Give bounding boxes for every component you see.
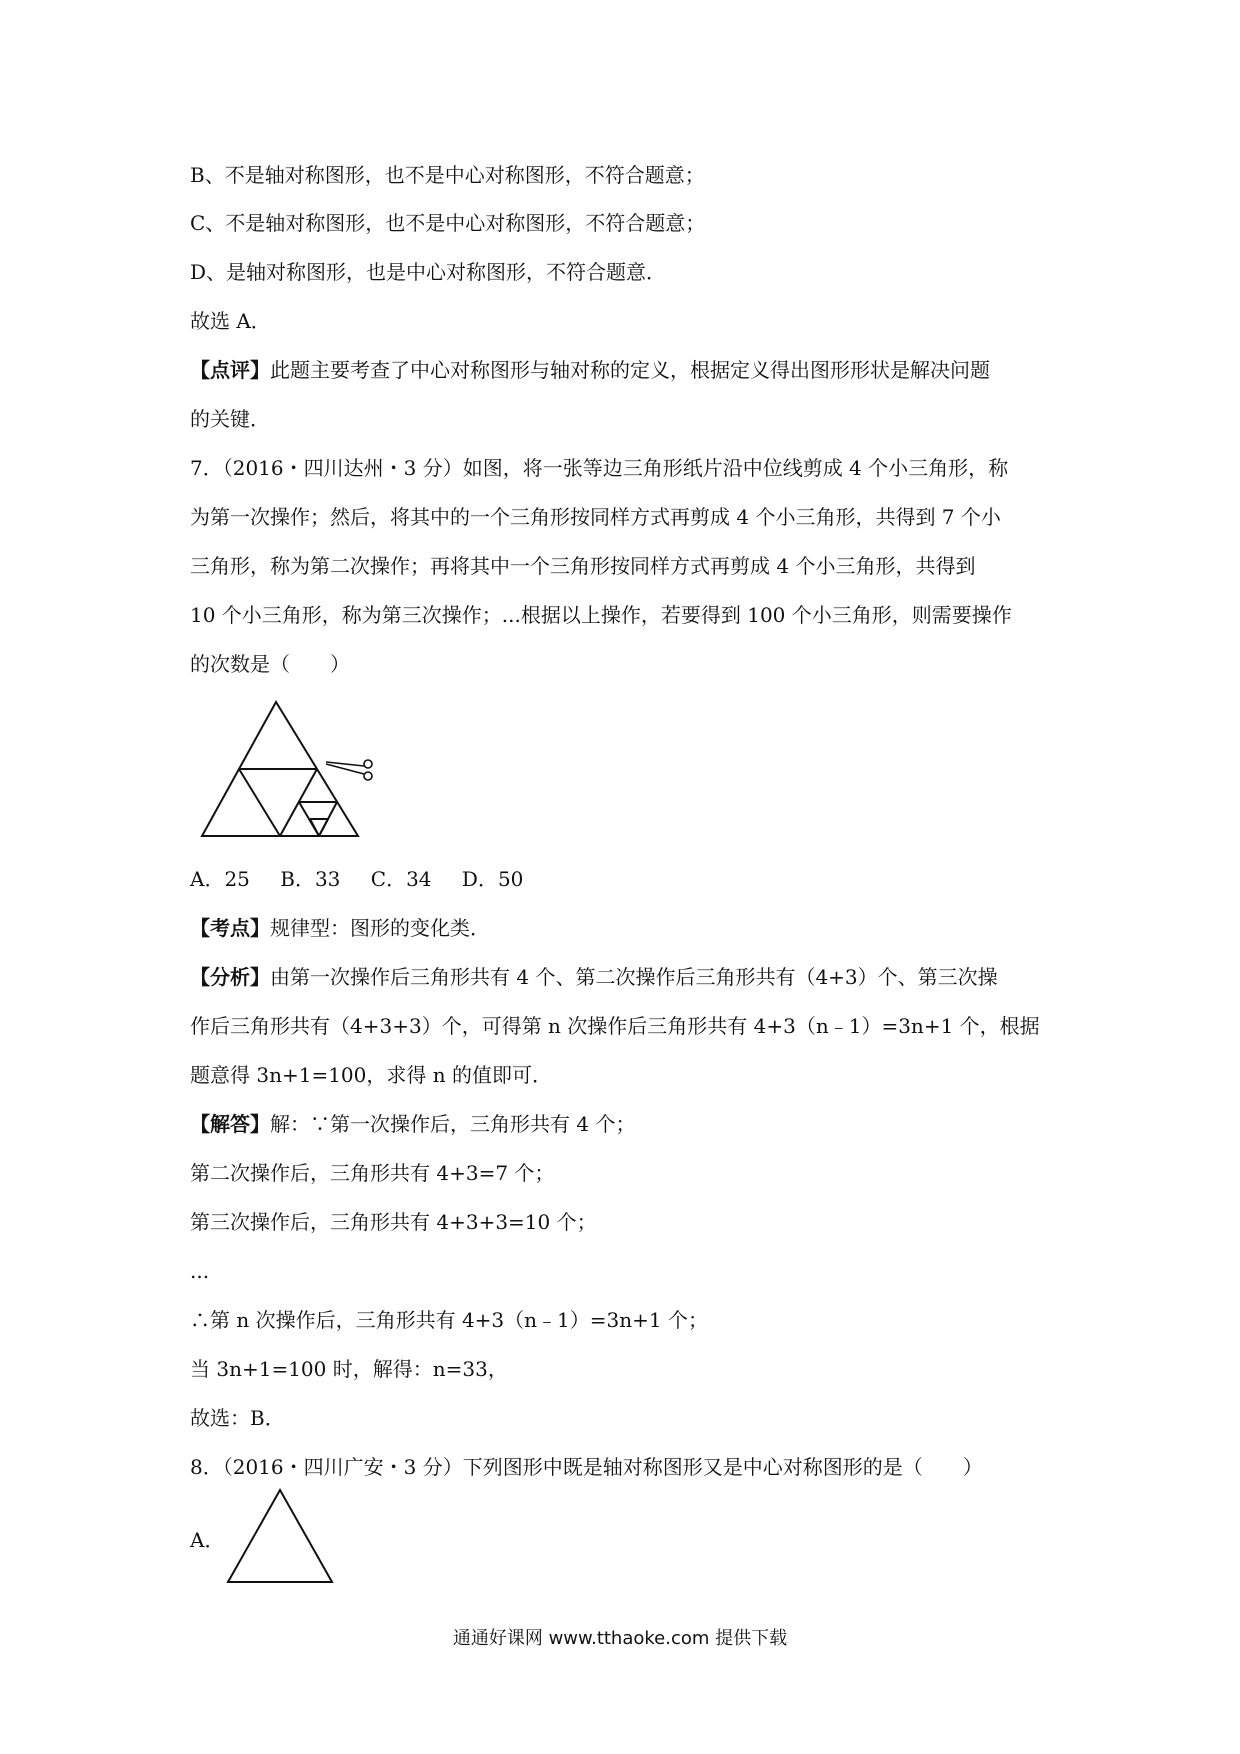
solution-line-d: D、是轴对称图形，也是中心对称图形，不符合题意．	[190, 260, 667, 284]
q7-option-c: C．34	[370, 867, 432, 891]
q7-line-5: 的次数是（ ）	[190, 652, 350, 676]
q7-line-2: 为第一次操作；然后，将其中的一个三角形按同样方式再剪成 4 个小三角形，共得到 7 个小	[190, 505, 1001, 529]
q7-jieda-line-5: ∴第 n 次操作后，三角形共有 4+3（n﹣1）=3n+1 个；	[190, 1308, 708, 1332]
q7-jieda-line-1	[190, 1109, 635, 1139]
fenxi-text: 由第一次操作后三角形共有 4 个、第二次操作后三角形共有（4+3）个、第三次操	[270, 965, 998, 989]
q7-fenxi-line-2: 作后三角形共有（4+3+3）个，可得第 n 次操作后三角形共有 4+3（n﹣1）=3n+1 个，根据	[190, 1014, 1040, 1038]
jieda-tag: 【解答】	[190, 1112, 270, 1136]
q7-jieda-line-6: 当 3n+1=100 时，解得：n=33，	[190, 1357, 508, 1381]
jieda-text: 解：∵第一次操作后，三角形共有 4 个；	[270, 1112, 636, 1136]
solution-answer: 故选 A．	[190, 309, 271, 333]
q7-option-b: B．33	[280, 867, 341, 891]
q7-line-4: 10 个小三角形，称为第三次操作；...根据以上操作，若要得到 100 个小三角形，则需要操作	[190, 603, 1012, 627]
q7-answer: 故选：B．	[190, 1406, 285, 1430]
q7-jieda-line-4: ...	[190, 1259, 210, 1283]
q8-option-a-label: A．	[190, 1528, 225, 1552]
q7-kaodian	[190, 913, 490, 943]
q7-fenxi-line-3: 题意得 3n+1=100，求得 n 的值即可．	[190, 1063, 552, 1087]
q7-triangle-figure	[200, 700, 380, 840]
q7-option-a: A．25	[190, 867, 250, 891]
scissors-icon	[326, 760, 372, 780]
comment-line-2: 的关键．	[190, 407, 270, 431]
q7-jieda-line-2: 第二次操作后，三角形共有 4+3=7 个；	[190, 1161, 555, 1185]
q7-options	[190, 864, 547, 894]
q8-option-a-triangle	[226, 1488, 336, 1584]
q7-option-d: D．50	[461, 867, 524, 891]
solution-line-c: C、不是轴对称图形，也不是中心对称图形，不符合题意；	[190, 211, 706, 235]
kaodian-tag: 【考点】	[190, 916, 270, 940]
comment-line-1	[190, 355, 990, 385]
fenxi-tag: 【分析】	[190, 965, 270, 989]
comment-text: 此题主要考查了中心对称图形与轴对称的定义，根据定义得出图形形状是解决问题	[270, 358, 990, 382]
q7-line-3: 三角形，称为第二次操作；再将其中一个三角形按同样方式再剪成 4 个小三角形，共得到	[190, 554, 976, 578]
kaodian-text: 规律型：图形的变化类．	[270, 916, 490, 940]
q7-fenxi-line-1	[190, 962, 998, 992]
comment-tag: 【点评】	[190, 358, 270, 382]
solution-line-b: B、不是轴对称图形，也不是中心对称图形，不符合题意；	[190, 163, 705, 187]
page-footer: 通通好课网 www.tthaoke.com 提供下载	[452, 1628, 788, 1649]
q8-line-1: 8．（2016・四川广安・3 分）下列图形中既是轴对称图形又是中心对称图形的是（ ）	[190, 1455, 983, 1479]
q7-jieda-line-3: 第三次操作后，三角形共有 4+3+3=10 个；	[190, 1210, 597, 1234]
q7-line-1: 7．（2016・四川达州・3 分）如图，将一张等边三角形纸片沿中位线剪成 4 个小三角形，称	[190, 456, 1009, 480]
